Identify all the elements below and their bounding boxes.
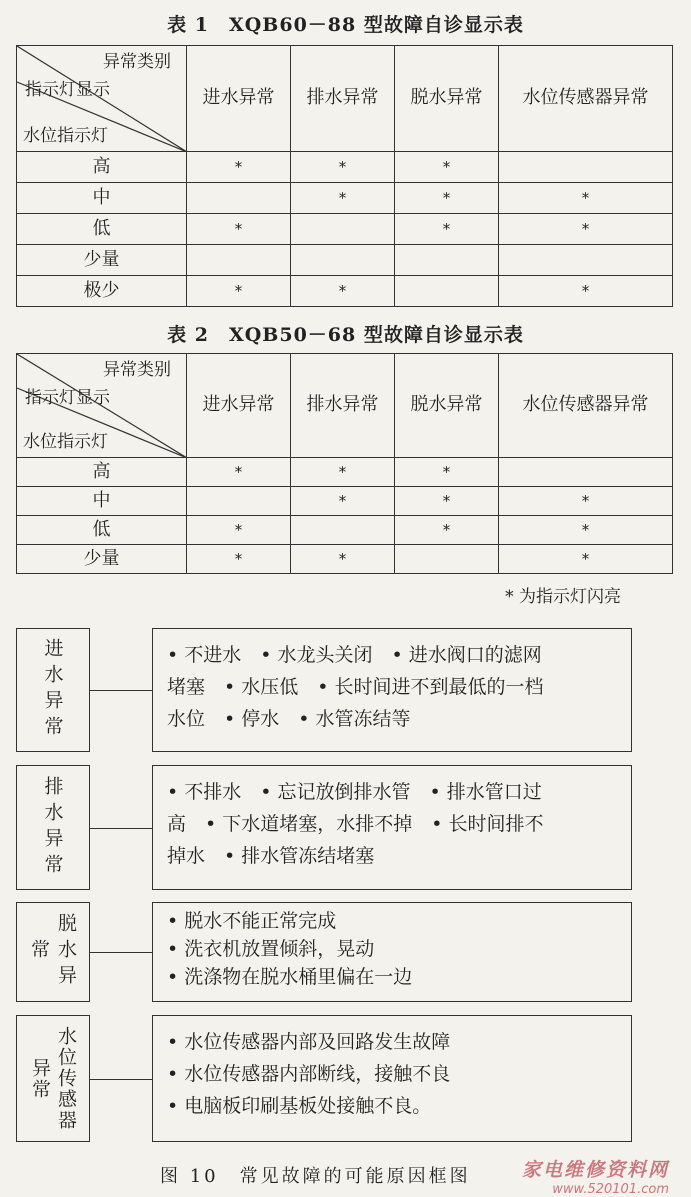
cause-line: 高 • 下水道堵塞，水排不掉 • 长时间排不 <box>167 813 544 835</box>
cause-line: 水位 • 停水 • 水管冻结等 <box>167 708 411 730</box>
indicator-cell <box>187 245 291 276</box>
indicator-cell <box>291 516 395 545</box>
indicator-cell <box>499 458 673 487</box>
corner-mid-label: 指示灯显示 <box>25 80 110 100</box>
corner-bottom-label: 水位指示灯 <box>23 126 108 146</box>
row-label: 中 <box>17 487 187 516</box>
cause-line: • 水位传感器内部断线，接触不良 <box>167 1063 451 1085</box>
row-label: 少量 <box>17 545 187 574</box>
table1-title: 表 1 XQB60－88 型故障自诊显示表 <box>167 14 524 36</box>
indicator-cell <box>499 152 673 183</box>
indicator-cell: * <box>499 214 673 245</box>
watermark <box>522 1155 669 1197</box>
col-header: 排水异常 <box>291 46 395 152</box>
indicator-cell: * <box>395 516 499 545</box>
category-label: 水位传感器异常 <box>29 1026 77 1131</box>
category-box <box>16 902 90 1002</box>
legend-note: * 为指示灯闪亮 <box>505 587 621 607</box>
indicator-cell: * <box>499 276 673 307</box>
cause-line: • 不进水 • 水龙头关闭 • 进水阀口的滤网 <box>167 644 542 666</box>
cause-line: • 洗涤物在脱水桶里偏在一边 <box>167 966 413 988</box>
cause-box <box>152 628 632 752</box>
row-label: 极少 <box>17 276 187 307</box>
fault-table-2 <box>16 353 673 574</box>
indicator-cell <box>499 245 673 276</box>
indicator-cell: * <box>291 152 395 183</box>
row-label: 高 <box>17 458 187 487</box>
category-box <box>16 628 90 752</box>
indicator-cell: * <box>291 276 395 307</box>
category-label: 排水异常 <box>41 775 64 880</box>
cause-line: • 电脑板印刷基板处接触不良。 <box>167 1095 432 1117</box>
table-row <box>17 214 673 245</box>
table-row <box>17 183 673 214</box>
table-row <box>17 152 673 183</box>
row-label: 低 <box>17 516 187 545</box>
indicator-cell <box>291 214 395 245</box>
indicator-cell: * <box>499 516 673 545</box>
cause-line: 掉水 • 排水管冻结堵塞 <box>167 845 375 867</box>
cause-line: • 脱水不能正常完成 <box>167 910 337 932</box>
col-header: 脱水异常 <box>395 46 499 152</box>
row-label: 高 <box>17 152 187 183</box>
indicator-cell <box>395 545 499 574</box>
indicator-cell: * <box>187 152 291 183</box>
figure-caption: 图 10 常见故障的可能原因框图 <box>160 1166 471 1187</box>
indicator-cell: * <box>395 458 499 487</box>
indicator-cell <box>395 276 499 307</box>
col-header: 进水异常 <box>187 354 291 458</box>
table-row <box>17 458 673 487</box>
indicator-cell: * <box>395 214 499 245</box>
indicator-cell: * <box>187 545 291 574</box>
indicator-cell <box>291 245 395 276</box>
indicator-cell: * <box>291 183 395 214</box>
row-label: 中 <box>17 183 187 214</box>
corner-top-label: 异常类别 <box>103 360 171 380</box>
category-label: 脱水异常 <box>28 913 77 991</box>
watermark-url: www.520101.com <box>552 1182 669 1197</box>
col-header: 脱水异常 <box>395 354 499 458</box>
indicator-cell: * <box>499 183 673 214</box>
row-label: 低 <box>17 214 187 245</box>
table-row <box>17 516 673 545</box>
indicator-cell <box>187 183 291 214</box>
corner-mid-label: 指示灯显示 <box>25 388 110 408</box>
table-row <box>17 245 673 276</box>
indicator-cell <box>395 245 499 276</box>
col-header: 水位传感器异常 <box>499 46 673 152</box>
watermark-site: 家电维修资料网 <box>521 1159 669 1181</box>
col-header: 进水异常 <box>187 46 291 152</box>
indicator-cell: * <box>187 458 291 487</box>
category-label: 进水异常 <box>41 638 64 742</box>
indicator-cell: * <box>187 516 291 545</box>
category-box <box>16 765 90 890</box>
indicator-cell: * <box>499 545 673 574</box>
connector-line <box>90 690 152 691</box>
connector-line <box>90 952 152 953</box>
row-label: 少量 <box>17 245 187 276</box>
indicator-cell: * <box>291 458 395 487</box>
cause-line: • 洗衣机放置倾斜，晃动 <box>167 938 375 960</box>
col-header: 排水异常 <box>291 354 395 458</box>
corner-bottom-label: 水位指示灯 <box>23 432 108 452</box>
fault-table-1 <box>16 45 673 307</box>
indicator-cell: * <box>395 487 499 516</box>
table2-title: 表 2 XQB50－68 型故障自诊显示表 <box>167 324 524 346</box>
indicator-cell: * <box>395 183 499 214</box>
cause-line: • 不排水 • 忘记放倒排水管 • 排水管口过 <box>167 781 542 803</box>
cause-box <box>152 765 632 890</box>
table-row <box>17 276 673 307</box>
indicator-cell: * <box>395 152 499 183</box>
corner-header <box>17 354 187 458</box>
indicator-cell: * <box>499 487 673 516</box>
indicator-cell: * <box>187 214 291 245</box>
table-row <box>17 545 673 574</box>
cause-box <box>152 1015 632 1142</box>
cause-line: 堵塞 • 水压低 • 长时间进不到最低的一档 <box>167 676 544 698</box>
category-box <box>16 1015 90 1142</box>
cause-box <box>152 902 632 1002</box>
connector-line <box>90 1079 152 1080</box>
corner-top-label: 异常类别 <box>103 52 171 72</box>
connector-line <box>90 828 152 829</box>
corner-header <box>17 46 187 152</box>
indicator-cell: * <box>291 545 395 574</box>
indicator-cell: * <box>187 276 291 307</box>
table-row <box>17 487 673 516</box>
indicator-cell <box>187 487 291 516</box>
indicator-cell: * <box>291 487 395 516</box>
col-header: 水位传感器异常 <box>499 354 673 458</box>
cause-line: • 水位传感器内部及回路发生故障 <box>167 1031 451 1053</box>
